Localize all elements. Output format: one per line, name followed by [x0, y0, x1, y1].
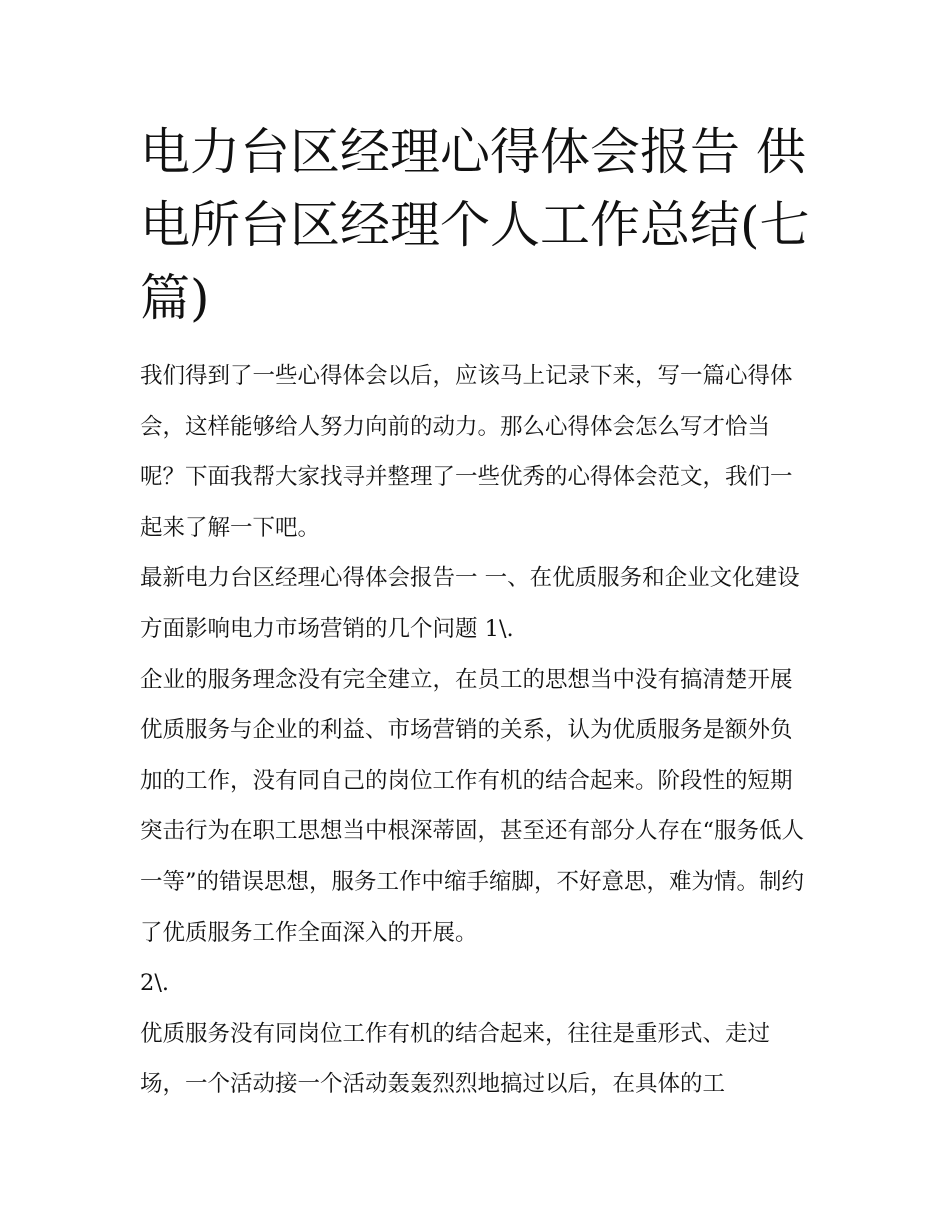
paragraph-intro: 我们得到了一些心得体会以后，应该马上记录下来，写一篇心得体会，这样能够给人努力向前的动力。那么心得体会怎么写才恰当呢？下面我帮大家找寻并整理了一些优秀的心得体会范文，我们一起来了解一下吧。: [140, 363, 793, 541]
paragraph-service-integration: 优质服务没有同岗位工作有机的结合起来，往往是重形式、走过场，一个活动接一个活动轰轰烈烈地搞过以后，在具体的工: [140, 1020, 771, 1098]
paragraph-report-one-heading: 最新电力台区经理心得体会报告一 一、在优质服务和企业文化建设方面影响电力市场营销的几个问题 1\.: [140, 565, 800, 642]
document-title: 电力台区经理心得体会报告 供电所台区经理个人工作总结(七篇): [140, 123, 810, 327]
document-page: [140, 116, 812, 1110]
paragraph-service-concept: 企业的服务理念没有完全建立，在员工的思想当中没有搞清楚开展优质服务与企业的利益、市场营销的关系，认为优质服务是额外负加的工作，没有同自己的岗位工作有机的结合起来。阶段性的短期突击行为在职工思想当中根深蒂固，甚至还有部分人存在“服务低人一等”的错误思想，服务工作中缩手缩脚，不好意思，难为情。制约了优质服务工作全面深入的开展。: [140, 666, 805, 946]
paragraph-item-number: 2\.: [140, 970, 170, 997]
